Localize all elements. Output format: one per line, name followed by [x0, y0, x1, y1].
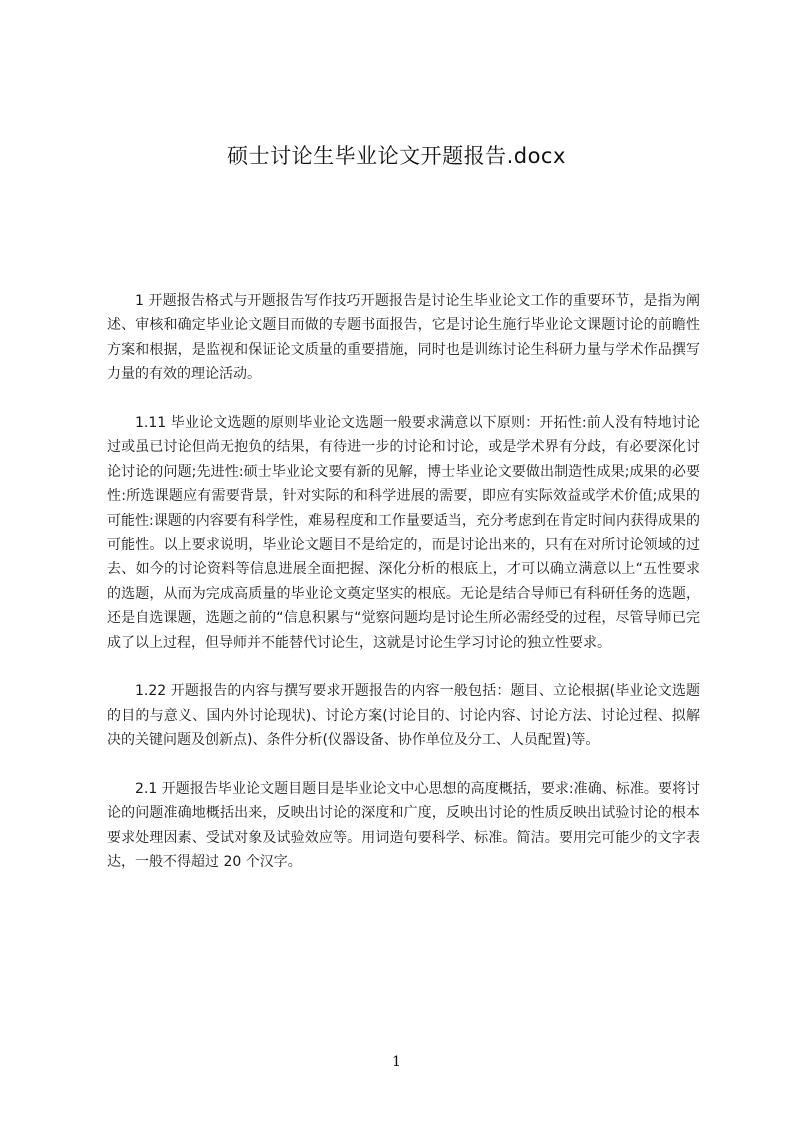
- paragraph-report-content: 1.22 开题报告的内容与撰写要求开题报告的内容一般包括：题目、立论根据(毕业论文选题的目的与意义、国内外讨论现状)、讨论方案(讨论目的、讨论内容、讨论方法、讨论过程、拟解决的关键问题及创新点)、条件分析(仪器设备、协作单位及分工、人员配置)等。: [107, 683, 700, 749]
- paragraph-thesis-title: 2.1 开题报告毕业论文题目题目是毕业论文中心思想的高度概括，要求:准确、标准。要将讨论的问题准确地概括出来，反映出讨论的深度和广度，反映出讨论的性质反映出试验讨论的根本要求处理因素、受试对象及试验效应等。用词造句要科学、标准。简洁。要用完可能少的文字表达，一般不得超过 20 个汉字。: [107, 781, 700, 871]
- paragraph-topic-principles: 1.11 毕业论文选题的原则毕业论文选题一般要求满意以下原则：开拓性:前人没有特地讨论过或虽已讨论但尚无抱负的结果，有待进一步的讨论和讨论，或是学术界有分歧，有必要深化讨论讨论的问题;先进性:硕士毕业论文要有新的见解，博士毕业论文要做出制造性成果;成果的必要性:所选课题应有需要背景，针对实际的和科学进展的需要，即应有实际效益或学术价值;成果的可能性:课题的内容要有科学性，难易程度和工作量要适当，充分考虑到在肯定时间内获得成果的可能性。以上要求说明，毕业论文题目不是给定的，而是讨论出来的，只有在对所讨论领域的过去、如今的讨论资料等信息进展全面把握、深化分析的根底上，才可以确立满意以上“五性要求的选题，从而为完成高质量的毕业论文奠定坚实的根底。无论是结合导师已有科研任务的选题，还是自选课题，选题之前的“信息积累与“觉察问题均是讨论生所必需经受的过程，尽管导师已完成了以上过程，但导师并不能替代讨论生，这就是讨论生学习讨论的独立性要求。: [107, 415, 700, 651]
- page-number: 1: [392, 1054, 401, 1070]
- document-title: 硕士讨论生毕业论文开题报告.docx: [227, 144, 566, 168]
- document-body: [107, 289, 700, 899]
- paragraph-intro: 1 开题报告格式与开题报告写作技巧开题报告是讨论生毕业论文工作的重要环节，是指为阐述、审核和确定毕业论文题目而做的专题书面报告，它是讨论生施行毕业论文课题讨论的前瞻性方案和根据，是监视和保证论文质量的重要措施，同时也是训练讨论生科研力量与学术作品撰写力量的有效的理论活动。: [107, 293, 700, 383]
